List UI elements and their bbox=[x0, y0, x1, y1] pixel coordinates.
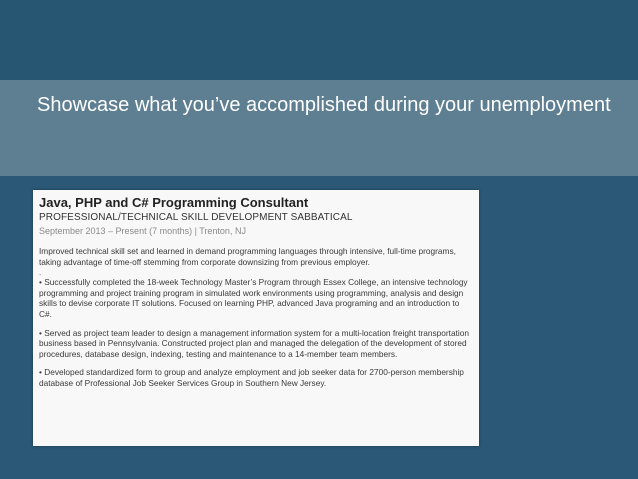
role-title: Java, PHP and C# Programming Consultant bbox=[39, 195, 309, 210]
resume-excerpt-card bbox=[33, 190, 479, 446]
organization-name: PROFESSIONAL/TECHNICAL SKILL DEVELOPMENT SABBATICAL bbox=[39, 212, 353, 223]
top-banner bbox=[0, 0, 638, 80]
dates-location: September 2013 – Present (7 months) | Trenton, NJ bbox=[39, 226, 246, 236]
bullet-item: • Developed standardized form to group and analyze employment and job seeker data for 2700-person membership database of Professional Job Seeker Services Group in Southern New Jersey. bbox=[39, 367, 464, 388]
separator-dot: . bbox=[39, 268, 42, 278]
intro-paragraph: Improved technical skill set and learned in demand programming languages through intensive, full-time programs, taking advantage of time-off stemming from corporate downsizing from previous employer. bbox=[39, 246, 456, 267]
bullet-item: • Served as project team leader to design a management information system for a multi-location freight transportation business based in Pennsylvania. Constructed project plan and managed the delegation of the development of stored procedures, database design, indexing, testing and maintenance to a 14-member team members. bbox=[39, 327, 469, 359]
bullet-item: • Successfully completed the 18-week Technology Master’s Program through Essex College, an intensive technology programming and project training program in simulated work environments using programming, analysis and design skills to devise corporate IT solutions. Focused on learning PHP, advanced Java programing and an introduction to C#. bbox=[39, 277, 468, 319]
slide-title: Showcase what you’ve accomplished during your unemployment bbox=[37, 94, 611, 116]
